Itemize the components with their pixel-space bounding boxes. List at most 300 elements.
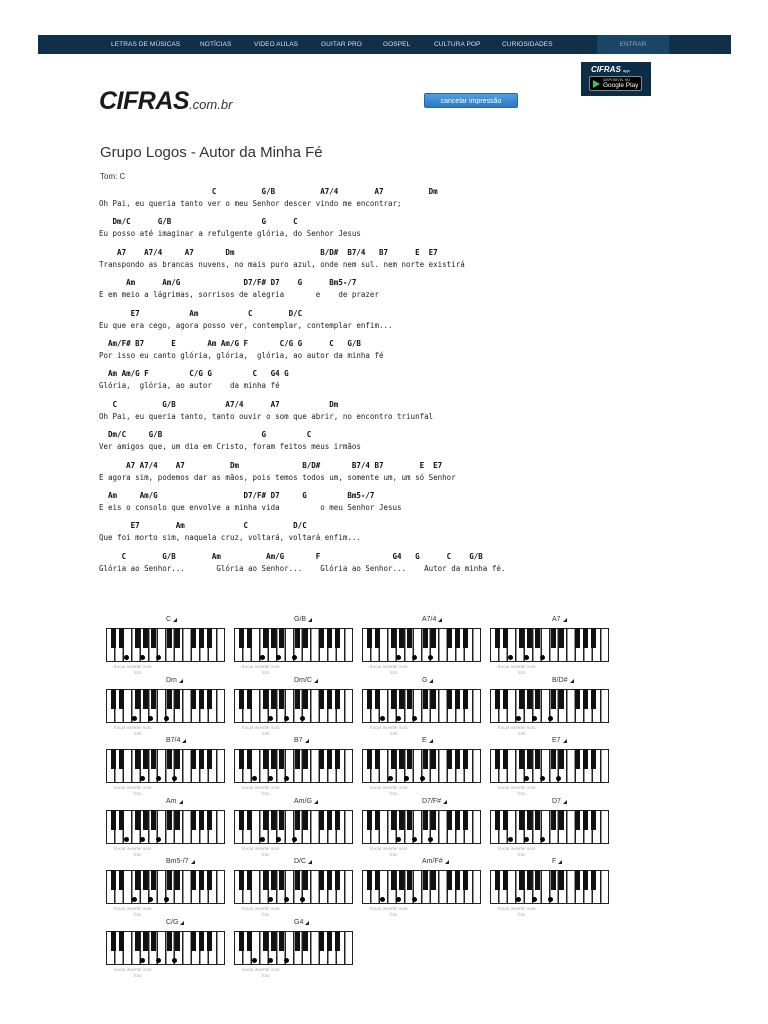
top-nav <box>38 35 731 54</box>
dropdown-arrow-icon[interactable] <box>429 679 433 683</box>
black-key <box>591 870 596 890</box>
lyric-line: E em meio a lágrimas, sorrisos de alegria e de prazer <box>99 290 379 300</box>
black-key <box>271 628 276 648</box>
finger-dot <box>148 897 153 902</box>
diagram-options[interactable]: trocar inverter som <box>114 966 152 972</box>
chord-name[interactable] <box>166 919 184 926</box>
chord-name[interactable] <box>552 737 567 744</box>
chord-diagram[interactable] <box>234 919 354 979</box>
finger-dot <box>268 716 273 721</box>
finger-dot <box>140 837 145 842</box>
black-key <box>399 689 404 709</box>
song-verse-line <box>99 460 659 484</box>
black-key <box>535 810 540 830</box>
diagram-photo-link[interactable]: foto <box>134 912 142 917</box>
black-key <box>239 689 244 709</box>
chord-diagram[interactable] <box>106 737 226 797</box>
chord-name[interactable] <box>552 677 574 684</box>
lyric-line: Eu que era cego, agora posso ver, contemplar, contemplar enfim... <box>99 320 393 330</box>
finger-dot <box>524 655 529 660</box>
song-title: Grupo Logos - Autor da Minha Fé <box>100 144 323 161</box>
black-key <box>463 689 468 709</box>
black-key <box>279 749 284 769</box>
diagram-options[interactable]: trocar inverter som <box>114 845 152 851</box>
black-key <box>191 689 196 709</box>
chord-name[interactable] <box>294 737 309 744</box>
black-key <box>271 931 276 951</box>
dropdown-arrow-icon[interactable] <box>314 800 318 804</box>
chord-name[interactable] <box>166 737 186 744</box>
chord-diagram[interactable] <box>362 677 482 737</box>
black-key <box>263 628 268 648</box>
nav-item-curiosidades[interactable]: CURIOSIDADES <box>502 41 553 48</box>
chord-line[interactable]: A7 A7/4 A7 Dm B/D# B7/4 B7 E E7 <box>99 247 438 257</box>
dropdown-arrow-icon[interactable] <box>443 800 447 804</box>
diagram-photo-link[interactable]: foto <box>390 670 398 675</box>
finger-dot <box>412 716 417 721</box>
finger-dot <box>428 655 433 660</box>
diagram-photo-link[interactable]: foto <box>134 791 142 796</box>
diagram-options[interactable]: trocar inverter som <box>370 664 408 669</box>
black-key <box>111 749 116 769</box>
chord-name[interactable] <box>294 858 312 865</box>
black-key <box>167 870 172 890</box>
chord-diagram[interactable] <box>362 737 482 797</box>
diagram-photo-link[interactable]: foto <box>134 972 142 978</box>
diagram-photo-link[interactable]: foto <box>390 851 398 857</box>
diagram-options[interactable]: trocar inverter som <box>498 785 536 790</box>
nav-item-cultura-pop[interactable]: CULTURA POP <box>434 41 481 48</box>
diagram-options[interactable]: trocar inverter som <box>370 906 408 911</box>
dropdown-arrow-icon[interactable] <box>179 800 183 804</box>
black-key <box>399 870 404 890</box>
finger-dot <box>172 776 177 781</box>
lyric-line: Por isso eu canto glória, glória, glória, ao autor da minha fé <box>99 350 384 360</box>
chord-diagram[interactable] <box>106 677 226 737</box>
black-key <box>319 749 324 769</box>
black-key <box>295 931 300 951</box>
diagram-photo-link[interactable]: foto <box>390 912 398 917</box>
diagram-photo-link[interactable]: foto <box>390 791 398 796</box>
diagram-photo-link[interactable]: foto <box>518 912 526 917</box>
black-key <box>175 931 180 951</box>
chord-name[interactable] <box>422 737 433 744</box>
dropdown-arrow-icon[interactable] <box>563 800 567 804</box>
chord-name[interactable] <box>294 616 312 623</box>
chord-name-text: F <box>552 858 557 865</box>
dropdown-arrow-icon[interactable] <box>180 921 184 925</box>
black-key <box>431 749 436 769</box>
black-key <box>143 810 148 830</box>
diagram-photo-link[interactable]: foto <box>518 791 526 796</box>
black-key <box>175 810 180 830</box>
finger-dot <box>156 837 161 842</box>
chord-diagram[interactable] <box>362 858 482 918</box>
black-key <box>327 931 332 951</box>
chord-diagram[interactable] <box>106 858 226 918</box>
chord-name-text: C/G <box>166 918 179 926</box>
diagram-options[interactable]: trocar inverter som <box>498 906 536 911</box>
dropdown-arrow-icon[interactable] <box>438 618 442 622</box>
black-key <box>295 628 300 648</box>
google-play-badge[interactable] <box>589 76 642 91</box>
diagram-options[interactable]: trocar inverter som <box>498 845 536 851</box>
lyric-line: Transpondo as brancas nuvens, no mais puro azul, onde nem sul. nem norte existirá <box>99 259 465 269</box>
app-download-banner[interactable] <box>581 62 651 96</box>
black-key <box>367 628 372 648</box>
black-key <box>335 689 340 709</box>
black-key <box>575 628 580 648</box>
chord-diagram[interactable] <box>106 798 226 858</box>
dropdown-arrow-icon[interactable] <box>179 679 183 683</box>
chord-name[interactable] <box>294 798 318 805</box>
nav-item-letras[interactable]: LETRAS DE MÚSICAS <box>111 41 181 48</box>
black-key <box>119 870 124 890</box>
black-key <box>431 689 436 709</box>
diagram-photo-link[interactable]: foto <box>518 670 526 675</box>
dropdown-arrow-icon[interactable] <box>563 739 567 743</box>
diagram-options[interactable]: trocar inverter som <box>114 664 152 669</box>
black-key <box>559 810 564 830</box>
black-key <box>519 810 524 830</box>
chord-diagram[interactable] <box>234 737 354 797</box>
black-key <box>199 628 204 648</box>
finger-dot <box>124 655 129 660</box>
finger-dot <box>508 655 513 660</box>
chord-name[interactable] <box>166 677 183 684</box>
lyric-line: Glória ao Senhor... Glória ao Senhor... Glória ao Senhor... Autor da minha fé. <box>99 563 506 573</box>
chord-line[interactable]: Am/F# B7 E Am Am/G F C/G G C G/B <box>99 338 361 348</box>
black-key <box>423 810 428 830</box>
finger-dot <box>140 958 145 963</box>
dropdown-arrow-icon[interactable] <box>305 921 309 925</box>
chord-name-text: G4 <box>294 918 304 926</box>
chord-diagram[interactable] <box>362 798 482 858</box>
lyric-line: E agora sim, podemos dar as mãos, pois temos todos um, somente um, um só Senhor <box>99 472 456 482</box>
black-key <box>135 810 140 830</box>
black-key <box>239 870 244 890</box>
diagram-options[interactable]: trocar inverter som <box>242 966 280 972</box>
dropdown-arrow-icon[interactable] <box>429 739 433 743</box>
black-key <box>431 870 436 890</box>
chord-name-text: G <box>422 676 428 684</box>
finger-dot <box>172 958 177 963</box>
finger-dot <box>380 716 385 721</box>
diagram-options[interactable]: trocar inverter som <box>498 724 536 730</box>
black-key <box>263 870 268 890</box>
site-logo[interactable] <box>99 87 232 116</box>
black-key <box>239 931 244 951</box>
lyric-line: Ver amigos que, um dia em Cristo, foram feitos meus irmãos <box>99 442 361 452</box>
chord-line[interactable]: C G/B Am Am/G F G4 G C G/B <box>99 551 483 561</box>
chord-line[interactable]: C G/B A7/4 A7 Dm <box>99 399 339 409</box>
chord-name-text: Am/G <box>294 797 312 805</box>
black-key <box>551 749 556 769</box>
black-key <box>447 628 452 648</box>
lyric-line: Eu posso até imaginar a refulgente glória, do Senhor Jesus <box>99 229 361 239</box>
black-key <box>423 749 428 769</box>
chord-name-text: D7/F# <box>422 797 442 805</box>
finger-dot <box>300 716 305 721</box>
black-key <box>455 689 460 709</box>
black-key <box>527 870 532 890</box>
diagram-photo-link[interactable]: foto <box>262 670 270 675</box>
diagram-options[interactable]: trocar inverter som <box>242 845 280 851</box>
finger-dot <box>548 897 553 902</box>
black-key <box>551 628 556 648</box>
song-verse-line <box>99 368 659 392</box>
diagram-options[interactable]: trocar inverter som <box>242 906 280 911</box>
song-body <box>99 186 659 581</box>
black-key <box>167 931 172 951</box>
black-key <box>559 870 564 890</box>
cancel-print-button[interactable]: cancelar impressão <box>424 93 518 108</box>
chord-diagram[interactable] <box>234 677 354 737</box>
badge-big-text: Google Play <box>603 82 639 89</box>
chord-diagram[interactable] <box>490 798 610 858</box>
chord-diagram[interactable] <box>490 737 610 797</box>
black-key <box>391 628 396 648</box>
black-key <box>391 689 396 709</box>
black-key <box>295 810 300 830</box>
black-key <box>407 810 412 830</box>
black-key <box>303 749 308 769</box>
diagram-options[interactable]: trocar inverter som <box>242 785 280 790</box>
chord-name[interactable] <box>422 798 447 805</box>
chord-diagram[interactable] <box>362 616 482 676</box>
finger-dot <box>396 837 401 842</box>
black-key <box>575 810 580 830</box>
black-key <box>551 810 556 830</box>
song-verse-line <box>99 216 659 240</box>
black-key <box>463 870 468 890</box>
nav-item-gospel[interactable]: GOSPEL <box>383 41 411 48</box>
black-key <box>463 628 468 648</box>
chord-diagram[interactable] <box>234 798 354 858</box>
diagram-photo-link[interactable]: foto <box>262 791 270 796</box>
black-key <box>519 628 524 648</box>
diagram-photo-link[interactable]: foto <box>134 670 142 675</box>
lyric-line: Oh Pai, eu queria tanto, tanto ouvir o som que abrir, no encontro triunfal <box>99 411 434 421</box>
dropdown-arrow-icon[interactable] <box>314 679 318 683</box>
diagram-photo-link[interactable]: foto <box>262 972 270 978</box>
black-key <box>199 870 204 890</box>
black-key <box>375 810 380 830</box>
black-key <box>151 810 156 830</box>
black-key <box>367 870 372 890</box>
chord-name[interactable] <box>422 616 442 623</box>
black-key <box>271 870 276 890</box>
song-verse-line <box>99 186 659 210</box>
chord-diagram[interactable] <box>106 919 226 979</box>
diagram-options[interactable]: trocar inverter som <box>498 664 536 669</box>
chord-line[interactable]: Dm/C G/B G C <box>99 217 298 227</box>
finger-dot <box>532 716 537 721</box>
song-verse-line <box>99 490 659 514</box>
black-key <box>455 810 460 830</box>
black-key <box>407 749 412 769</box>
chord-name[interactable] <box>166 616 177 623</box>
black-key <box>279 628 284 648</box>
diagram-photo-link[interactable]: foto <box>518 851 526 857</box>
black-key <box>399 749 404 769</box>
chord-line[interactable]: E7 Am C D/C <box>99 308 303 318</box>
dropdown-arrow-icon[interactable] <box>182 739 186 743</box>
diagram-options[interactable]: trocar inverter som <box>114 906 152 911</box>
dropdown-arrow-icon[interactable] <box>570 679 574 683</box>
finger-dot <box>124 837 129 842</box>
chord-name[interactable] <box>166 798 183 805</box>
black-key <box>135 749 140 769</box>
chord-name[interactable] <box>552 616 567 623</box>
black-key <box>455 870 460 890</box>
black-key <box>375 749 380 769</box>
chord-name-text: E7 <box>552 737 561 744</box>
black-key <box>167 810 172 830</box>
diagram-options[interactable]: trocar inverter som <box>370 845 408 851</box>
diagram-photo-link[interactable]: foto <box>262 851 270 857</box>
black-key <box>143 749 148 769</box>
black-key <box>375 689 380 709</box>
black-key <box>111 931 116 951</box>
black-key <box>119 931 124 951</box>
finger-dot <box>524 776 529 781</box>
diagram-photo-link[interactable]: foto <box>134 851 142 857</box>
dropdown-arrow-icon[interactable] <box>191 860 195 864</box>
song-verse-line <box>99 399 659 423</box>
dropdown-arrow-icon[interactable] <box>563 618 567 622</box>
dropdown-arrow-icon[interactable] <box>445 860 449 864</box>
black-key <box>199 689 204 709</box>
chord-diagram[interactable] <box>490 616 610 676</box>
diagram-photo-link[interactable]: foto <box>390 730 398 736</box>
dropdown-arrow-icon[interactable] <box>173 618 177 622</box>
chord-line[interactable]: Am Am/G F C/G G C G4 G <box>99 369 289 379</box>
chord-line[interactable]: A7 A7/4 A7 Dm B/D# B7/4 B7 E E7 <box>99 460 443 470</box>
chord-name[interactable] <box>166 858 195 865</box>
dropdown-arrow-icon[interactable] <box>558 860 562 864</box>
black-key <box>319 628 324 648</box>
black-key <box>503 870 508 890</box>
black-key <box>495 628 500 648</box>
black-key <box>391 870 396 890</box>
finger-dot <box>276 837 281 842</box>
nav-item-noticias[interactable]: NOTÍCIAS <box>200 41 232 48</box>
login-button[interactable]: ENTRAR <box>597 35 669 54</box>
black-key <box>271 749 276 769</box>
diagram-photo-link[interactable]: foto <box>262 730 270 736</box>
black-key <box>151 689 156 709</box>
chord-line[interactable]: C G/B A7/4 A7 Dm <box>99 187 438 196</box>
nav-item-guitar-pro[interactable]: GUITAR PRO <box>321 41 362 48</box>
black-key <box>463 749 468 769</box>
chord-line[interactable]: Am Am/G D7/F# D7 G Bm5-/7 <box>99 278 357 288</box>
diagram-photo-link[interactable]: foto <box>134 730 142 736</box>
black-key <box>591 628 596 648</box>
black-key <box>319 931 324 951</box>
chord-diagram[interactable] <box>490 858 610 918</box>
chord-name-text: A7/4 <box>422 616 437 623</box>
chord-line[interactable]: E7 Am C D/C <box>99 521 307 531</box>
nav-item-video-aulas[interactable]: VIDEO AULAS <box>254 41 299 48</box>
black-key <box>535 628 540 648</box>
black-key <box>431 810 436 830</box>
dropdown-arrow-icon[interactable] <box>305 739 309 743</box>
black-key <box>591 810 596 830</box>
finger-dot <box>396 655 401 660</box>
logo-main: CIFRAS <box>99 87 190 115</box>
black-key <box>447 810 452 830</box>
black-key <box>399 628 404 648</box>
black-key <box>463 810 468 830</box>
finger-dot <box>412 655 417 660</box>
black-key <box>207 628 212 648</box>
finger-dot <box>284 716 289 721</box>
chord-diagram[interactable] <box>234 858 354 918</box>
diagram-options[interactable]: trocar inverter som <box>370 724 408 730</box>
black-key <box>583 870 588 890</box>
finger-dot <box>284 897 289 902</box>
chord-line[interactable]: Am Am/G D7/F# D7 G Bm5-/7 <box>99 490 375 500</box>
diagram-photo-link[interactable]: foto <box>262 912 270 917</box>
finger-dot <box>516 897 521 902</box>
diagram-options[interactable]: trocar inverter som <box>114 785 152 790</box>
black-key <box>143 628 148 648</box>
chord-name-text: Dm <box>166 676 177 684</box>
black-key <box>143 931 148 951</box>
chord-name[interactable] <box>552 858 562 865</box>
chord-diagram[interactable] <box>490 677 610 737</box>
finger-dot <box>420 776 425 781</box>
diagram-options[interactable]: trocar inverter som <box>242 724 280 730</box>
diagram-options[interactable]: trocar inverter som <box>370 785 408 790</box>
chord-name[interactable] <box>294 677 318 684</box>
black-key <box>191 810 196 830</box>
play-store-icon <box>593 80 600 88</box>
chord-name[interactable] <box>422 858 449 865</box>
chord-name[interactable] <box>294 919 309 926</box>
black-key <box>191 749 196 769</box>
black-key <box>279 931 284 951</box>
chord-name-text: B/D# <box>552 676 568 684</box>
chord-name[interactable] <box>552 798 567 805</box>
dropdown-arrow-icon[interactable] <box>308 860 312 864</box>
chord-name[interactable] <box>422 677 433 684</box>
dropdown-arrow-icon[interactable] <box>308 618 312 622</box>
chord-line[interactable]: Dm/C G/B G C <box>99 430 312 440</box>
black-key <box>455 749 460 769</box>
black-key <box>135 628 140 648</box>
chord-diagram[interactable] <box>106 616 226 676</box>
finger-dot <box>388 776 393 781</box>
black-key <box>527 749 532 769</box>
black-key <box>175 628 180 648</box>
black-key <box>375 870 380 890</box>
diagram-options[interactable]: trocar inverter som <box>242 664 280 669</box>
black-key <box>143 689 148 709</box>
finger-dot <box>380 897 385 902</box>
black-key <box>519 749 524 769</box>
chord-diagram[interactable] <box>234 616 354 676</box>
diagram-photo-link[interactable]: foto <box>518 730 526 736</box>
black-key <box>247 689 252 709</box>
chord-name-text: G/B <box>294 616 307 623</box>
black-key <box>119 810 124 830</box>
black-key <box>495 870 500 890</box>
black-key <box>207 810 212 830</box>
black-key <box>527 810 532 830</box>
diagram-options[interactable]: trocar inverter som <box>114 724 152 730</box>
